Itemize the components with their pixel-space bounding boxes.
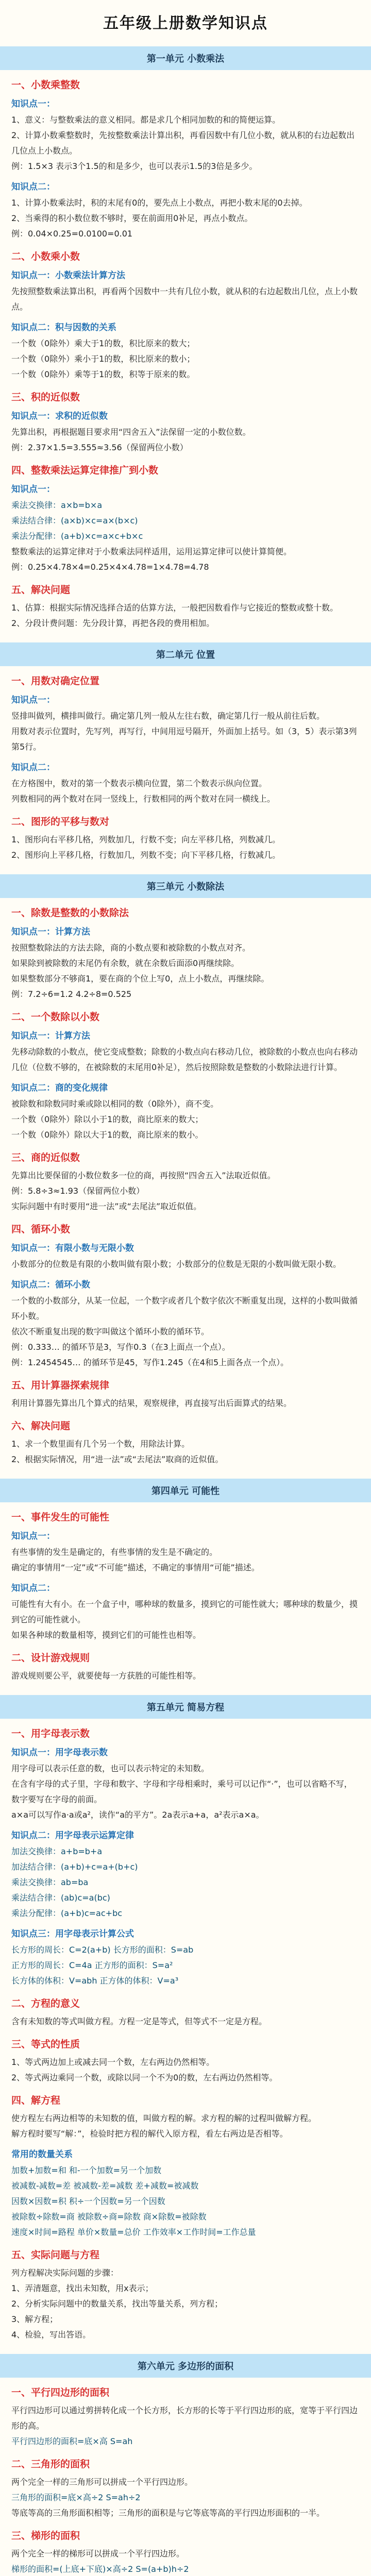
text-line: 一个数（0除外）除以小于1的数，商比原来的数大；	[11, 1114, 204, 1124]
section-heading: 三、梯形的面积	[11, 2530, 80, 2541]
text-line: 含有未知数的等式叫做方程。方程一定是等式，但等式不一定是方程。	[11, 2016, 267, 2026]
text-line: 一个数（0除外）乘等于1的数，积等于原来的数。	[11, 369, 195, 379]
text-line: 依次不断重复出现的数字叫做这个循环小数的循环节。	[11, 1327, 210, 1336]
text-line: 例：2.37×1.5=3.555≈3.56（保留两位小数）	[11, 443, 188, 452]
section-heading: 一、事件发生的可能性	[11, 1512, 110, 1523]
formula-line: 三角形的面积=底×高÷2 S=ah÷2	[11, 2493, 141, 2502]
spacer	[0, 2343, 371, 2351]
text-line: 实际问题中有时要用“进一法”或“去尾法”取近似值。	[11, 1201, 202, 1211]
subheading: 知识点一：	[11, 695, 55, 705]
subheading: 知识点二：	[11, 182, 55, 192]
section-heading: 二、三角形的面积	[11, 2459, 90, 2470]
text-line: 列数相同的两个数对在同一竖线上，行数相同的两个数对在同一横线上。	[11, 794, 276, 804]
unit-section	[0, 905, 371, 1467]
section-heading: 二、一个数除以小数	[11, 1011, 100, 1023]
text-line: 用数对表示位置时，先写列，再写行，中间用逗号隔开，外面加上括号。如（3，5）表示第3列第5行。	[11, 726, 357, 752]
formula-line: 长方形的周长：C=2(a+b) 长方形的面积：S=ab	[11, 1945, 194, 1955]
section-heading: 一、用数对确定位置	[11, 675, 100, 687]
text-line: 按照整数除法的方法去除，商的小数点要和被除数的小数点对齐。	[11, 943, 251, 953]
subheading: 知识点二：	[11, 762, 55, 773]
text-line: 例：1.2454545… 的循环节是45，写作1.245（在4和5上面各点一个点）。	[11, 1358, 289, 1367]
section-heading: 三、积的近似数	[11, 392, 80, 403]
text-line: 例：0.333… 的循环节是3，写作0.3（在3上面点一个点）。	[11, 1342, 230, 1352]
text-line: 两个完全一样的梯形可以拼成一个平行四边形。	[11, 2549, 185, 2558]
formula-line: 平行四边形的面积=底×高 S=ah	[11, 2436, 133, 2446]
formula-line: 长方体的体积：V=abh 正方体的体积：V=a³	[11, 1976, 179, 1986]
text-line: 例：0.04×0.25=0.0100=0.01	[11, 229, 133, 239]
subheading: 知识点一：小数乘法计算方法	[11, 270, 125, 281]
formula-line: 加法交换律：a+b=b+a	[11, 1846, 103, 1856]
text-line: 竖排叫做列，横排叫做行。确定第几列一般从左往右数，确定第几行一般从前往后数。	[11, 711, 325, 721]
text-line: 利用计算器先算出几个算式的结果，观察规律，再直接写出后面算式的结果。	[11, 1398, 292, 1408]
text-line: 2、分析实际问题中的数量关系，找出等量关系，列方程；	[11, 2299, 223, 2309]
text-line: 1、等式两边加上或减去同一个数，左右两边仍然相等。	[11, 2057, 215, 2067]
text-line: 先按照整数乘法算出积，再看两个因数中一共有几位小数，就从积的右边起数出几位，点上小数点。	[11, 286, 358, 312]
subheading: 知识点一：求积的近似数	[11, 411, 108, 421]
section-heading: 二、方程的意义	[11, 1998, 80, 2009]
text-line: 1、求一个数里面有几个另一个数，用除法计算。	[11, 1439, 190, 1449]
text-line: 在方格图中，数对的第一个数表示横向位置，第二个数表示纵向位置。	[11, 778, 267, 788]
text-line: 4、检验，写出答语。	[11, 2330, 91, 2340]
text-line: 被除数和除数同时乘或除以相同的数（0除外），商不变。	[11, 1099, 219, 1109]
text-line: 列方程解决实际问题的步骤：	[11, 2268, 119, 2278]
subheading: 知识点一：有限小数与无限小数	[11, 1243, 134, 1253]
section-heading: 一、用字母表示数	[11, 1728, 90, 1739]
section-heading: 四、循环小数	[11, 1224, 71, 1235]
text-line: 两个完全一样的三角形可以拼成一个平行四边形。	[11, 2477, 193, 2487]
text-line: 使方程左右两边相等的未知数的值，叫做方程的解。求方程的解的过程叫做解方程。	[11, 2113, 317, 2123]
text-line: 1、图形向右平移几格，列数加几，行数不变；向左平移几格，列数减几。	[11, 835, 281, 844]
subheading: 知识点二：	[11, 1583, 55, 1594]
section-heading: 六、解决问题	[11, 1420, 71, 1432]
text-line: 有些事情的发生是确定的，有些事情的发生是不确定的。	[11, 1547, 218, 1557]
subheading: 知识点三：用字母表示计算公式	[11, 1929, 134, 1939]
text-line: 先移动除数的小数点，使它变成整数；除数的小数点向右移动几位，被除数的小数点也向右移动几位（位数不够的，在被除数的末尾用0补足），然后按照除数是整数的小数除法进行计算。	[11, 1047, 358, 1072]
unit-section	[0, 673, 371, 863]
spacer	[0, 863, 371, 871]
section-heading: 五、解决问题	[11, 584, 71, 596]
unit-heading: 第二单元 位置	[0, 642, 371, 666]
text-line: 一个数（0除外）乘小于1的数，积比原来的数小；	[11, 354, 195, 364]
text-line: 一个数的小数部分，从某一位起，一个数字或者几个数字依次不断重复出现，这样的小数叫做循环小数。	[11, 1296, 358, 1321]
spacer	[0, 1684, 371, 1692]
section-heading: 三、商的近似数	[11, 1152, 80, 1163]
text-line: 整数乘法的运算定律对于小数乘法同样适用，运用运算定律可以使计算简便。	[11, 547, 292, 556]
section-heading: 四、解方程	[11, 2095, 61, 2106]
text-line: 先算出积，再根据题目要求用“四舍五入”法保留一定的小数位数。	[11, 427, 251, 437]
section-heading: 一、除数是整数的小数除法	[11, 907, 129, 919]
unit-heading: 第六单元 多边形的面积	[0, 2354, 371, 2378]
text-line: 小数部分的位数是有限的小数叫做有限小数；小数部分的位数是无限的小数叫做无限小数。	[11, 1259, 342, 1269]
text-line: 平行四边形可以通过剪拼转化成一个长方形，长方形的长等于平行四边形的底，宽等于平行四边形的高。	[11, 2405, 358, 2431]
unit-heading: 第一单元 小数乘法	[0, 46, 371, 70]
subheading: 知识点一：	[11, 1531, 55, 1541]
text-line: 2、根据实际情况，用“进一法”或“去尾法”取商的近似值。	[11, 1454, 224, 1464]
text-line: 一个数（0除外）乘大于1的数，积比原来的数大；	[11, 338, 195, 348]
page-title: 五年级上册数学知识点	[103, 14, 268, 32]
text-line: 解方程时要写“解：”，检验时把方程的解代入原方程，看左右两边是否相等。	[11, 2129, 288, 2139]
formula-line: 乘法结合律：(a×b)×c=a×(b×c)	[11, 516, 138, 526]
section-heading: 一、平行四边形的面积	[11, 2387, 110, 2398]
formula-line: 正方形的周长：C=4a 正方形的面积：S=a²	[11, 1960, 173, 1970]
text-line: 一个数（0除外）除以大于1的数，商比原来的数小。	[11, 1130, 204, 1140]
formula-line: 加法结合律：(a+b)+c=a+(b+c)	[11, 1862, 138, 1872]
formula-line: 乘法分配律：(a+b)×c=a×c+b×c	[11, 531, 143, 541]
text-line: 例：0.25×4.78×4=0.25×4×4.78=1×4.78=4.78	[11, 562, 209, 572]
section-heading: 二、图形的平移与数对	[11, 816, 110, 827]
subheading: 知识点二：商的变化规律	[11, 1083, 108, 1093]
text-line: 例：5.8÷3≈1.93（保留两位小数）	[11, 1186, 145, 1196]
formula-line: 乘法交换律：ab=ba	[11, 1877, 89, 1887]
unit-section	[0, 1510, 371, 1684]
text-line: 1、意义：与整数乘法的意义相同。都是求几个相同加数的和的简便运算。	[11, 115, 281, 125]
text-line: 确定的事情用“一定”或“不可能”描述，不确定的事情用“可能”描述。	[11, 1563, 260, 1572]
section-heading: 五、用计算器探索规律	[11, 1380, 110, 1391]
section-heading: 三、等式的性质	[11, 2039, 80, 2050]
formula-line: 被除数÷除数=商 被除数÷商=除数 商×除数=被除数	[11, 2212, 207, 2222]
subheading: 知识点一：	[11, 484, 55, 495]
subheading: 知识点一：用字母表示数	[11, 1748, 108, 1758]
unit-section	[0, 1726, 371, 2343]
text-line: 2、计算小数乘整数时，先按整数乘法计算出积，再看因数中有几位小数，就从积的右边起数出几位点上小数点。	[11, 130, 355, 156]
text-line: 1、弄清题意，找出未知数，用x表示；	[11, 2283, 154, 2293]
subheading: 知识点二：用字母表示运算定律	[11, 1831, 134, 1841]
text-line: 1、估算：根据实际情况选择合适的估算方法，一般把因数看作与它接近的整数或整十数。	[11, 603, 339, 613]
unit-heading: 第五单元 简易方程	[0, 1695, 371, 1719]
unit-heading: 第四单元 可能性	[0, 1479, 371, 1502]
text-line: 游戏规则要公平，就要使每一方获胜的可能性相等。	[11, 1671, 201, 1681]
text-line: 先算出比要保留的小数位数多一位的商，再按照“四舍五入”法取近似值。	[11, 1171, 276, 1180]
text-line: 例：7.2÷6=1.2 4.2÷8=0.525	[11, 989, 132, 999]
formula-line: 被减数-减数=差 被减数-差=减数 差+减数=被减数	[11, 2181, 199, 2191]
document-content	[0, 46, 371, 2576]
formula-line: 加数+加数=和 和-一个加数=另一个加数	[11, 2165, 162, 2175]
text-line: 2、图形向上平移几格，行数加几，列数不变；向下平移几格，行数减几。	[11, 850, 281, 860]
spacer	[0, 631, 371, 639]
text-line: 可能性有大有小。在一个盒子中，哪种球的数量多，摸到它的可能性就大；哪种球的数量少，摸到它的可能性就小。	[11, 1599, 358, 1624]
formula-line: 速度×时间=路程 单价×数量=总价 工作效率×工作时间=工作总量	[11, 2227, 256, 2237]
section-heading: 五、实际问题与方程	[11, 2249, 100, 2261]
unit-section	[0, 77, 371, 631]
text-line: a×a可以写作a·a或a²，读作“a的平方”。2a表示a+a，a²表示a×a。	[11, 1810, 264, 1820]
subheading: 常用的数量关系	[11, 2149, 73, 2160]
spacer	[0, 1467, 371, 1476]
subheading: 知识点二：循环小数	[11, 1280, 90, 1290]
formula-line: 因数×因数=积 积÷一个因数=另一个因数	[11, 2196, 165, 2206]
text-line: 如果除到被除数的末尾仍有余数，就在余数后面添0再继续除。	[11, 958, 240, 968]
formula-line: 乘法结合律：(ab)c=a(bc)	[11, 1893, 110, 1903]
unit-heading: 第三单元 小数除法	[0, 874, 371, 898]
section-heading: 一、小数乘整数	[11, 79, 80, 91]
subheading: 知识点一：	[11, 99, 55, 109]
unit-section	[0, 2385, 371, 2576]
text-line: 1、计算小数乘法时，积的末尾有0的，要先点上小数点，再把小数末尾的0去掉。	[11, 198, 308, 208]
section-heading: 四、整数乘法运算定律推广到小数	[11, 465, 159, 476]
text-line: 3、解方程；	[11, 2314, 58, 2324]
text-line: 例：1.5×3 表示3个1.5的和是多少，也可以表示1.5的3倍是多少。	[11, 161, 258, 171]
text-line: 等底等高的三角形面积相等；三角形的面积是与它等底等高的平行四边形面积的一半。	[11, 2508, 325, 2518]
formula-line: 乘法分配律：(a+b)c=ac+bc	[11, 1908, 123, 1918]
subheading: 知识点一：计算方法	[11, 927, 90, 937]
section-heading: 二、设计游戏规则	[11, 1652, 90, 1664]
text-line: 2、等式两边乘同一个数，或除以同一个不为0的数，左右两边仍然相等。	[11, 2073, 278, 2082]
text-line: 用字母可以表示任意的数，也可以表示特定的未知数。	[11, 1764, 210, 1773]
text-line: 如果整数部分不够商1，要在商的个位上写0，点上小数点，再继续除。	[11, 974, 269, 984]
section-heading: 二、小数乘小数	[11, 251, 80, 262]
text-line: 如果各种球的数量相等，摸到它们的可能性也相等。	[11, 1630, 201, 1640]
subheading: 知识点二：积与因数的关系	[11, 323, 116, 333]
text-line: 2、当乘得的积小数位数不够时，要在前面用0补足，再点小数点。	[11, 213, 253, 223]
text-line: 2、分段计费问题：先分段计算，再把各段的费用相加。	[11, 618, 215, 628]
formula-line: 乘法交换律：a×b=b×a	[11, 500, 103, 510]
subheading: 知识点一：计算方法	[11, 1031, 90, 1041]
formula-line: 梯形的面积=(上底+下底)×高÷2 S=(a+b)h÷2	[11, 2564, 189, 2574]
text-line: 在含有字母的式子里，字母和数字、字母和字母相乘时，乘号可以记作“·”，也可以省略不写，数字要写在字母的前面。	[11, 1779, 352, 1804]
